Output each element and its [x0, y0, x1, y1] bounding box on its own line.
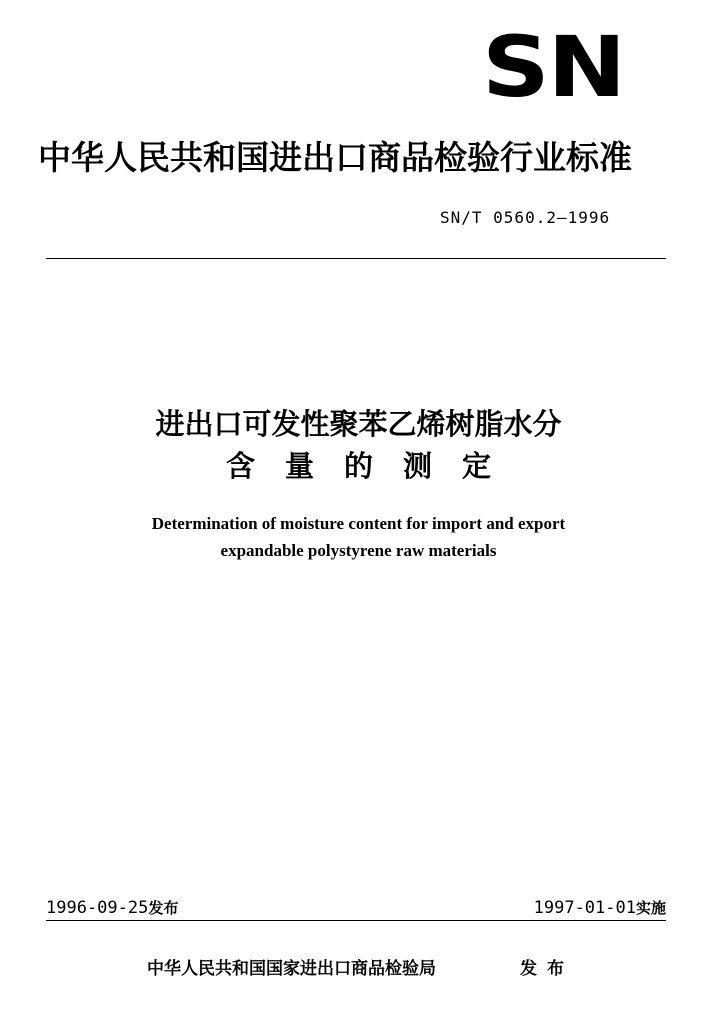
- implementation-date-value: 1997-01-01: [533, 898, 636, 918]
- chinese-title-line-1: 进出口可发性聚苯乙烯树脂水分: [155, 407, 562, 441]
- standard-number: SN/T 0560.2—1996: [440, 208, 611, 227]
- issue-date-value: 1996-09-25: [46, 898, 149, 918]
- issue-date: [46, 896, 178, 920]
- issuing-category-title: 中华人民共和国进出口商品检验行业标准: [38, 138, 632, 177]
- implementation-date-suffix: 实施: [635, 899, 666, 917]
- issuing-action: 发布: [520, 959, 574, 979]
- english-title-line-2: expandable polystyrene raw materials: [220, 541, 497, 560]
- sn-logo: SN: [481, 18, 625, 116]
- chinese-title-line-2: 含量的测定: [225, 449, 521, 483]
- header-divider: [46, 258, 666, 259]
- issuing-authority: 中华人民共和国国家进出口商品检验局: [147, 959, 436, 979]
- english-title-line-1: Determination of moisture content for import and export: [151, 514, 566, 533]
- footer-divider: [46, 920, 666, 921]
- issue-date-suffix: 发布: [148, 899, 179, 917]
- implementation-date: [534, 896, 666, 920]
